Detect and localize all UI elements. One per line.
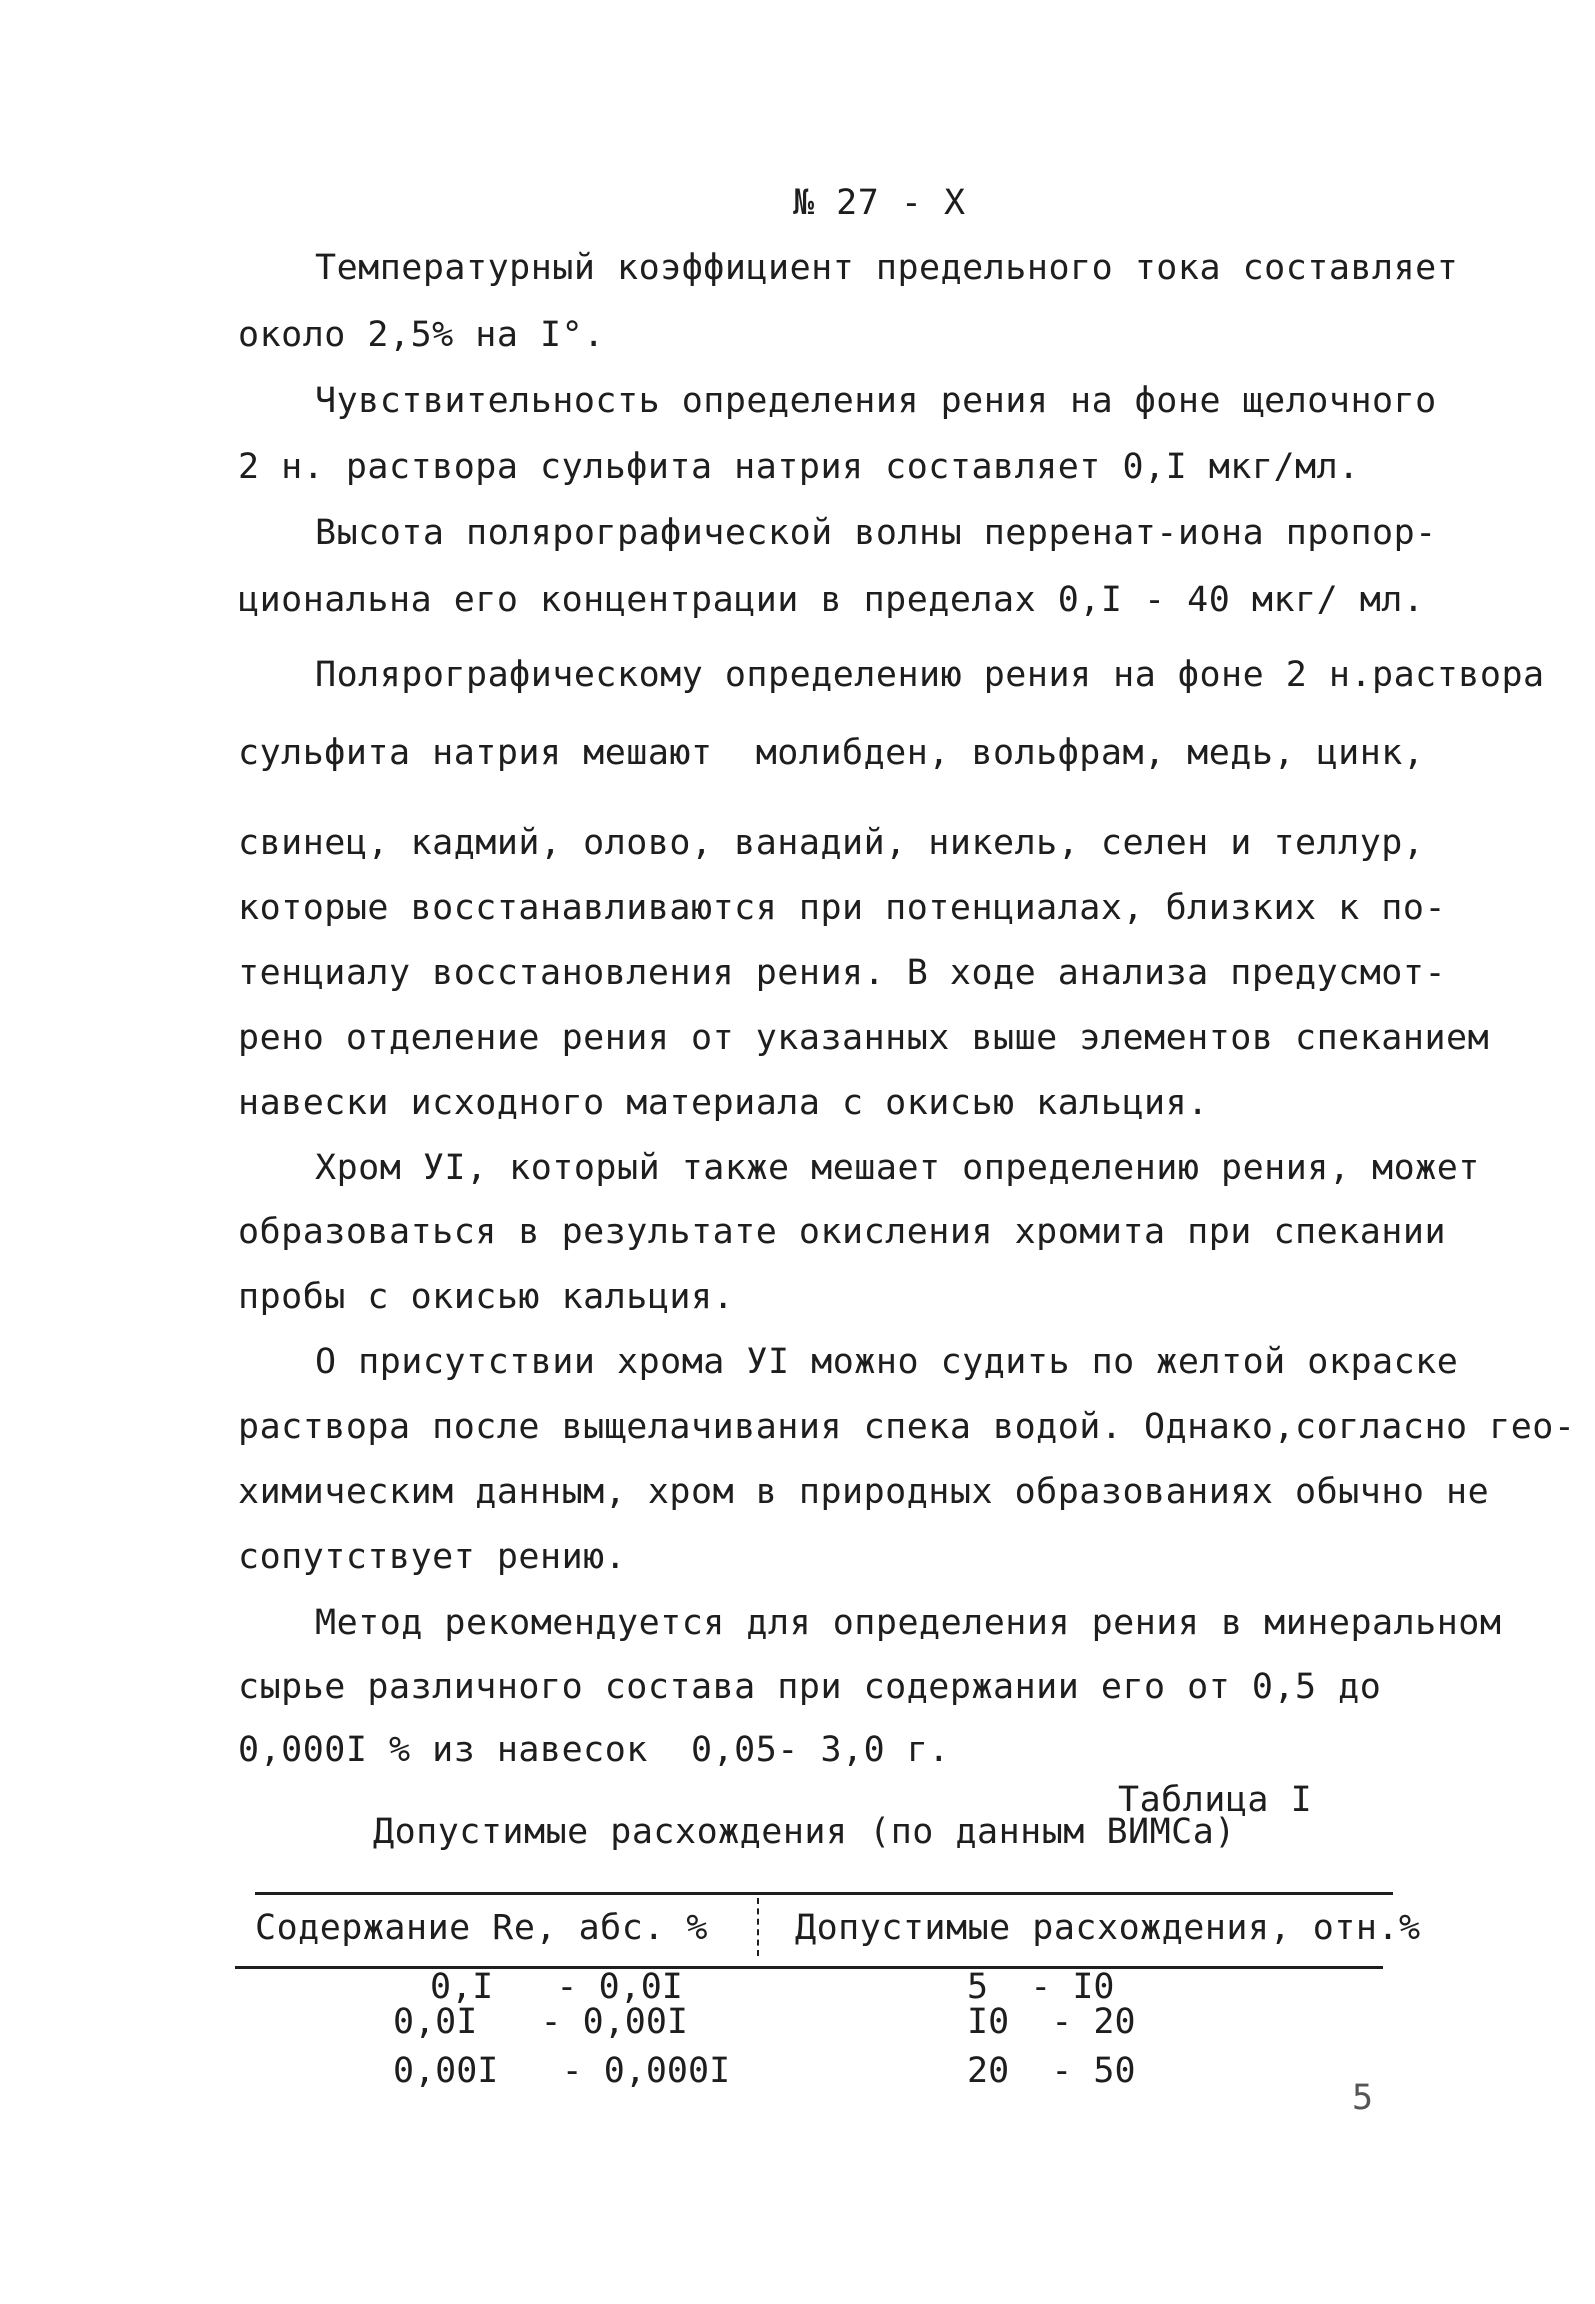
text-line: Хром УI, который также мешает определению рения, может [315, 1148, 1480, 1188]
text-line: около 2,5% на I°. [238, 315, 605, 355]
table-cell: 20 - 50 [967, 2051, 1136, 2091]
text-line: рено отделение рения от указанных выше элементов спеканием [238, 1018, 1490, 1058]
text-line: Чувствительность определения рения на фоне щелочного [315, 381, 1437, 421]
text-line: Полярографическому определению рения на фоне 2 н.раствора [315, 655, 1545, 695]
text-line: образоваться в результате окисления хромита при спекании [238, 1212, 1447, 1252]
table-cell: I0 - 20 [967, 2002, 1136, 2042]
text-line: тенциалу восстановления рения. В ходе анализа предусмот- [238, 953, 1447, 993]
text-line: Метод рекомендуется для определения рения в минеральном [315, 1603, 1502, 1643]
text-line: 2 н. раствора сульфита натрия составляет 0,I мкг/мл. [238, 447, 1360, 487]
table-rule-header [235, 1966, 1383, 1969]
text-line: пробы с окисью кальция. [238, 1277, 735, 1317]
table-cell: 0,0I - 0,00I [393, 2002, 689, 2042]
table-title: Допустимые расхождения (по данным ВИМСа) [373, 1812, 1236, 1852]
table-number: Таблица I [1118, 1780, 1313, 1820]
text-line: циональна его концентрации в пределах 0,I - 40 мкг/ мл. [238, 580, 1425, 620]
text-line: О присутствии хрома УI можно судить по желтой окраске [315, 1342, 1459, 1382]
table-column-divider [757, 1898, 759, 1956]
text-line: Температурный коэффициент предельного тока составляет [315, 248, 1459, 288]
text-line: раствора после выщелачивания спека водой. Однако,согласно гео- [238, 1407, 1576, 1447]
text-line: свинец, кадмий, олово, ванадий, никель, селен и теллур, [238, 823, 1425, 863]
text-line: навески исходного материала с окисью кальция. [238, 1083, 1209, 1123]
page-number: 5 [1352, 2078, 1374, 2118]
text-line: сырье различного состава при содержании его от 0,5 до [238, 1667, 1382, 1707]
table-header-content: Содержание Re, абс. % [255, 1908, 709, 1948]
table-cell: 0,I - 0,0I [430, 1967, 683, 2007]
text-line: Высота полярографической волны перренат-иона пропор- [315, 513, 1437, 553]
table-header-deviation: Допустимые расхождения, отн.% [795, 1908, 1421, 1948]
text-line: сопутствует рению. [238, 1537, 627, 1577]
text-line: сульфита натрия мешают молибден, вольфрам, медь, цинк, [238, 733, 1425, 773]
table-cell: 0,00I - 0,000I [393, 2051, 731, 2091]
table-cell: 5 - I0 [967, 1967, 1115, 2007]
text-line: химическим данным, хром в природных образованиях обычно не [238, 1472, 1490, 1512]
table-rule-top [255, 1892, 1393, 1895]
text-line: 0,000I % из навесок 0,05- 3,0 г. [238, 1730, 950, 1770]
text-line: которые восстанавливаются при потенциалах, близких к по- [238, 888, 1447, 928]
page-header: № 27 - X [793, 183, 966, 223]
